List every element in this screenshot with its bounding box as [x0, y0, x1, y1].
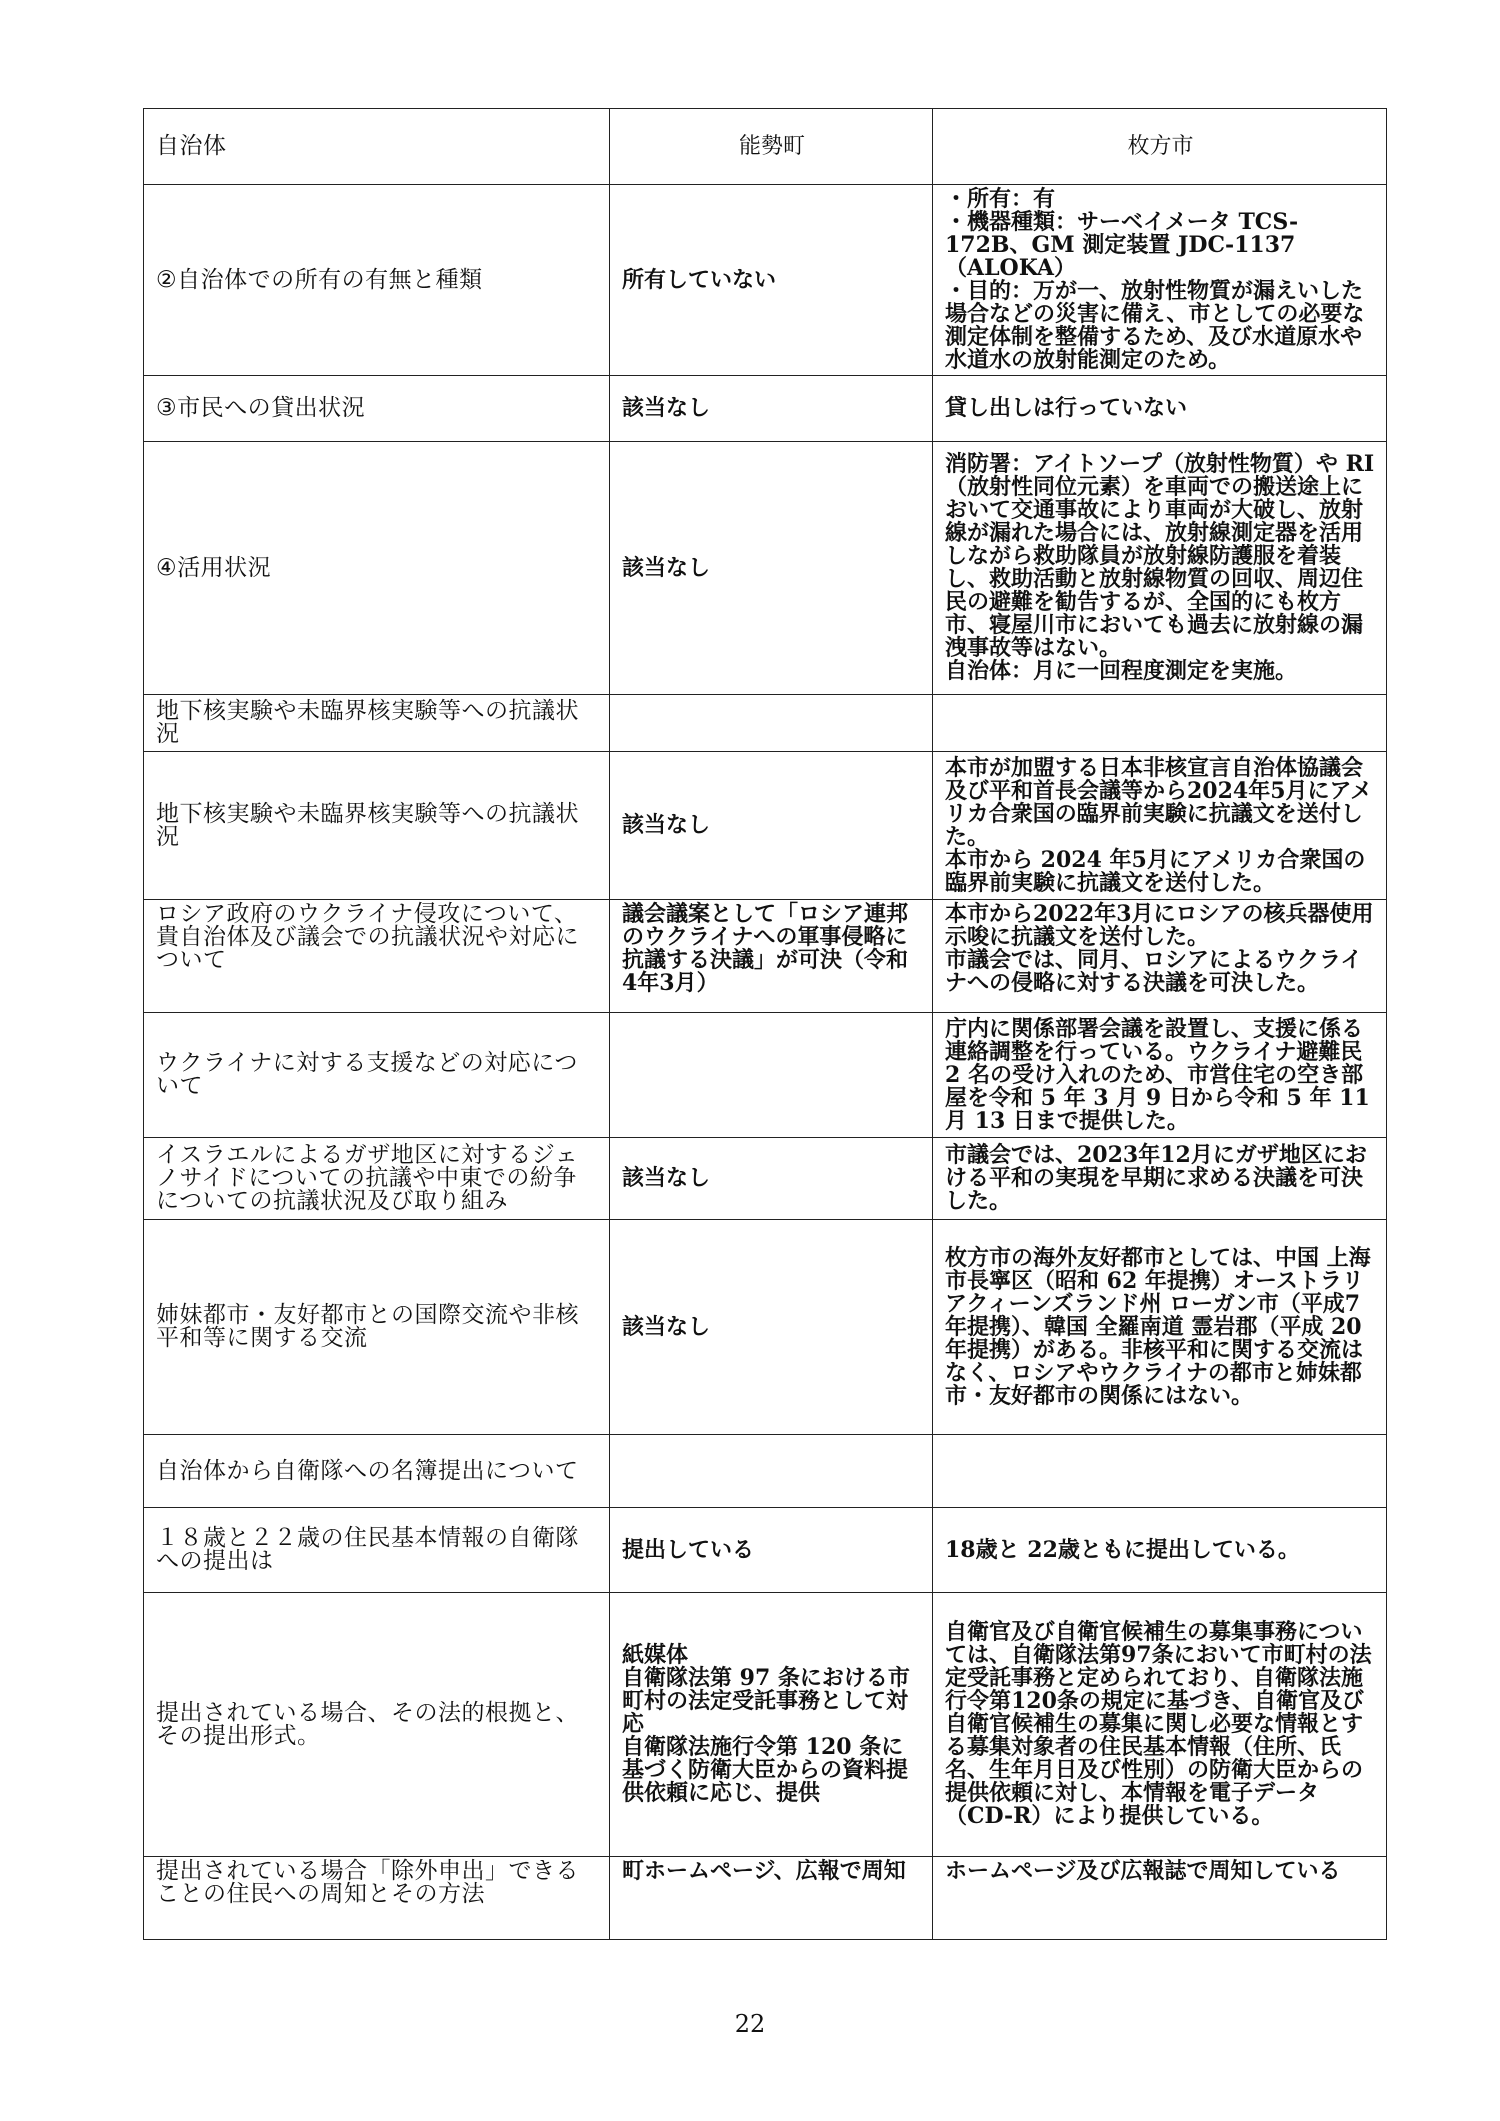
table-row — [144, 900, 1387, 1013]
row-label: 地下核実験や未臨界核実験等への抗議状況 — [144, 695, 610, 752]
table-header-row — [144, 109, 1387, 185]
hirakata-cell: 18歳と 22歳ともに提出している。 — [933, 1508, 1387, 1593]
row-label: １８歳と２２歳の住民基本情報の自衛隊への提出は — [144, 1508, 610, 1593]
nose-cell: 紙媒体 自衛隊法第 97 条における市町村の法定受託事務として対応 自衛隊法施行令第 120 条に基づく防衛大臣からの資料提供依頼に応じ、提供 — [610, 1593, 933, 1857]
hirakata-cell: 市議会では、2023年12月にガザ地区における平和の実現を早期に求める決議を可決した。 — [933, 1138, 1387, 1220]
hirakata-cell: 本市が加盟する日本非核宣言自治体協議会及び平和首長会議等から2024年5月にアメリカ合衆国の臨界前実験に抗議文を送付した。 本市から 2024 年5月にアメリカ合衆国の臨界前実験に抗議文を送付した。 — [933, 752, 1387, 900]
nose-cell: 該当なし — [610, 376, 933, 442]
nose-cell: 該当なし — [610, 752, 933, 900]
page-number: 22 — [734, 2010, 766, 2038]
header-nose: 能勢町 — [610, 109, 933, 185]
row-label: ④活用状況 — [144, 442, 610, 695]
row-label: ロシア政府のウクライナ侵攻について、貴自治体及び議会での抗議状況や対応について — [144, 900, 610, 1013]
nose-cell: 提出している — [610, 1508, 933, 1593]
nose-cell: 所有していない — [610, 185, 933, 376]
nose-cell — [610, 695, 933, 752]
nose-cell: 議会議案として「ロシア連邦のウクライナへの軍事侵略に抗議する決議」が可決（令和4年3月） — [610, 900, 933, 1013]
nose-cell: 該当なし — [610, 442, 933, 695]
hirakata-cell: ・所有：有 ・機器種類：サーベイメータ TCS-172B、GM 測定装置 JDC-1137（ALOKA） ・目的：万が一、放射性物質が漏えいした場合などの災害に備え、市としての必要な測定体制を整備するため、及び水道原水や水道水の放射能測定のため。 — [933, 185, 1387, 376]
table-row — [144, 442, 1387, 695]
row-label: 姉妹都市・友好都市との国際交流や非核平和等に関する交流 — [144, 1220, 610, 1435]
hirakata-cell: 枚方市の海外友好都市としては、中国 上海市長寧区（昭和 62 年提携）オーストラリアクィーンズランド州 ローガン市（平成7年提携）、韓国 全羅南道 霊岩郡（平成 20 年提携）がある。非核平和に関する交流はなく、ロシアやウクライナの都市と姉妹都市・友好都市の関係にはない。 — [933, 1220, 1387, 1435]
survey-table — [143, 108, 1387, 1940]
hirakata-cell: 庁内に関係部署会議を設置し、支援に係る連絡調整を行っている。ウクライナ避難民 2 名の受け入れのため、市営住宅の空き部屋を令和 5 年 3 月 9 日から令和 5 年 11 月 13 日まで提供した。 — [933, 1013, 1387, 1138]
nose-cell — [610, 1013, 933, 1138]
table-row — [144, 376, 1387, 442]
table-row — [144, 1013, 1387, 1138]
row-label: 地下核実験や未臨界核実験等への抗議状況 — [144, 752, 610, 900]
hirakata-cell — [933, 695, 1387, 752]
hirakata-cell: 貸し出しは行っていない — [933, 376, 1387, 442]
row-label: 自治体から自衛隊への名簿提出について — [144, 1435, 610, 1508]
table-row — [144, 1857, 1387, 1940]
table-row — [144, 185, 1387, 376]
table-row — [144, 1220, 1387, 1435]
row-label: 提出されている場合「除外申出」できることの住民への周知とその方法 — [144, 1857, 610, 1940]
row-label: ③市民への貸出状況 — [144, 376, 610, 442]
hirakata-cell: ホームページ及び広報誌で周知している — [933, 1857, 1387, 1940]
nose-cell — [610, 1435, 933, 1508]
table-row — [144, 695, 1387, 752]
nose-cell: 該当なし — [610, 1220, 933, 1435]
nose-cell: 町ホームページ、広報で周知 — [610, 1857, 933, 1940]
hirakata-cell: 自衛官及び自衛官候補生の募集事務については、自衛隊法第97条において市町村の法定受託事務と定められており、自衛隊法施行令第120条の規定に基づき、自衛官及び自衛官候補生の募集に関し必要な情報とする募集対象者の住民基本情報（住所、氏名、生年月日及び性別）の防衛大臣からの提供依頼に対し、本情報を電子データ（CD-R）により提供している。 — [933, 1593, 1387, 1857]
hirakata-cell: 消防署：アイトソープ（放射性物質）や RI（放射性同位元素）を車両での搬送途上において交通事故により車両が大破し、放射線が漏れた場合には、放射線測定器を活用しながら救助隊員が放射線防護服を着装し、救助活動と放射線物質の回収、周辺住民の避難を勧告するが、全国的にも枚方市、寝屋川市においても過去に放射線の漏洩事故等はない。 自治体：月に一回程度測定を実施。 — [933, 442, 1387, 695]
header-hirakata: 枚方市 — [933, 109, 1387, 185]
table-row — [144, 1508, 1387, 1593]
nose-cell: 該当なし — [610, 1138, 933, 1220]
table-row — [144, 1435, 1387, 1508]
header-municipality: 自治体 — [144, 109, 610, 185]
table-row — [144, 1593, 1387, 1857]
table-row — [144, 752, 1387, 900]
row-label: ウクライナに対する支援などの対応について — [144, 1013, 610, 1138]
hirakata-cell — [933, 1435, 1387, 1508]
row-label: 提出されている場合、その法的根拠と、その提出形式。 — [144, 1593, 610, 1857]
row-label: ②自治体での所有の有無と種類 — [144, 185, 610, 376]
row-label: イスラエルによるガザ地区に対するジェノサイドについての抗議や中東での紛争についての抗議状況及び取り組み — [144, 1138, 610, 1220]
table-row — [144, 1138, 1387, 1220]
hirakata-cell: 本市から2022年3月にロシアの核兵器使用示唆に抗議文を送付した。 市議会では、同月、ロシアによるウクライナへの侵略に対する決議を可決した。 — [933, 900, 1387, 1013]
